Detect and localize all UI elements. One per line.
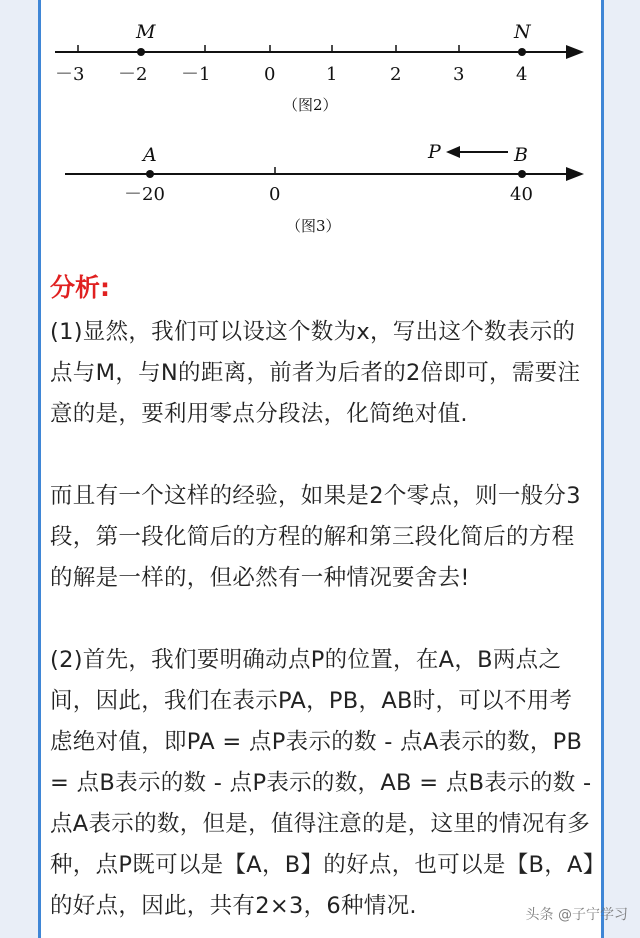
motion-arrowhead-icon — [446, 146, 460, 158]
tick-label: 2 — [390, 64, 402, 85]
point-m-label: M — [136, 21, 156, 43]
number-line-figures — [0, 0, 640, 260]
analysis-paragraph-2: 而且有一个这样的经验，如果是2个零点，则一般分3段，第一段化简后的方程的解和第三段化简后的方程的解是一样的，但必然有一种情况要舍去! — [50, 483, 581, 591]
point-b-dot — [518, 170, 526, 178]
tick-label: 1 — [326, 64, 338, 85]
tick-label: 0 — [269, 184, 281, 205]
point-a-label: A — [143, 144, 157, 166]
point-n-label: N — [514, 21, 531, 43]
point-a-dot — [146, 170, 154, 178]
tick-label: －1 — [181, 64, 211, 85]
figure-2 — [55, 21, 584, 114]
figure-3-caption: （图3） — [286, 217, 341, 235]
watermark: 头条 @子宁学习 — [525, 907, 628, 923]
tick-label: 4 — [516, 64, 528, 85]
figure-2-arrowhead — [566, 45, 584, 59]
tick-label: －3 — [55, 64, 85, 85]
tick-label: 0 — [264, 64, 276, 85]
tick-label: 40 — [510, 184, 533, 205]
analysis-paragraph-1: (1)显然，我们可以设这个数为x，写出这个数表示的点与M，与N的距离，前者为后者的2倍即可，需要注意的是，要利用零点分段法，化简绝对值. — [50, 319, 581, 427]
point-n-dot — [518, 48, 526, 56]
figure-3-arrowhead — [566, 167, 584, 181]
analysis-heading: 分析: — [50, 273, 110, 302]
point-b-label: B — [514, 144, 528, 166]
point-m-dot — [137, 48, 145, 56]
figure-3 — [65, 141, 584, 235]
figure-2-caption: （图2） — [283, 96, 338, 114]
tick-label: 3 — [453, 64, 465, 85]
tick-label: －2 — [118, 64, 148, 85]
tick-label: －20 — [124, 184, 165, 205]
analysis-paragraph-3: (2)首先，我们要明确动点P的位置，在A，B两点之间，因此，我们在表示PA，PB，AB时，可以不用考虑绝对值，即PA = 点P表示的数 - 点A表示的数，PB = 点B表示的数 - 点P表示的数，AB = 点B表示的数 - 点A表示的数，但是，值得注意的是，这里的情况有多种，点P既可以是【A，B】的好点，也可以是【B，A】的好点，因此，共有2×3，6种情况. — [50, 647, 595, 919]
point-p-label: P — [428, 141, 441, 163]
figure-2-ticks — [78, 45, 459, 52]
